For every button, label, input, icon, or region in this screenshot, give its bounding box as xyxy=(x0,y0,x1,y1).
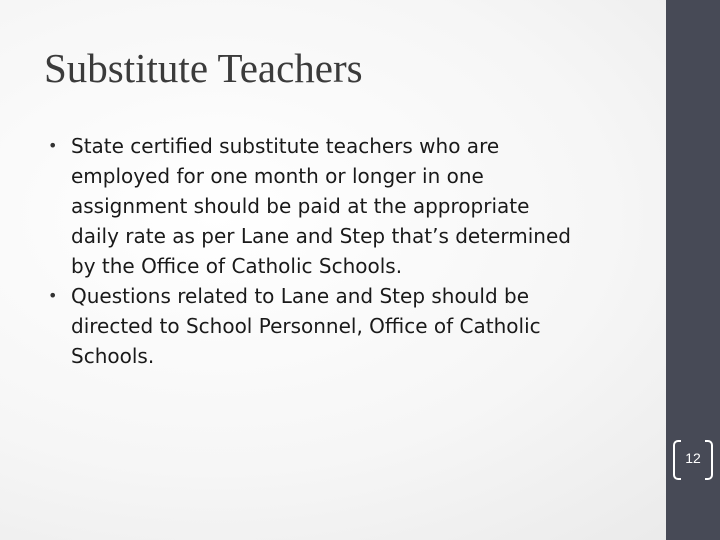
bullet-line: State certified substitute teachers who are xyxy=(71,134,500,158)
bullet-dot-icon: • xyxy=(48,286,58,305)
bullet-line: assignment should be paid at the appropriate xyxy=(71,194,530,218)
slide-title: Substitute Teachers xyxy=(44,45,363,91)
page-number-box xyxy=(673,440,713,478)
bullet-item xyxy=(48,281,648,371)
page-number: 12 xyxy=(685,450,701,466)
bullet-line: directed to School Personnel, Office of Catholic xyxy=(71,314,541,338)
bullet-line: by the Office of Catholic Schools. xyxy=(71,254,403,278)
bullet-list xyxy=(48,131,648,371)
bullet-line: daily rate as per Lane and Step that’s determined xyxy=(71,224,571,248)
bullet-line: Schools. xyxy=(71,344,155,368)
bullet-line: employed for one month or longer in one xyxy=(71,164,484,188)
bullet-item xyxy=(48,131,648,281)
bullet-line: Questions related to Lane and Step should be xyxy=(71,284,529,308)
bullet-dot-icon: • xyxy=(48,136,58,155)
